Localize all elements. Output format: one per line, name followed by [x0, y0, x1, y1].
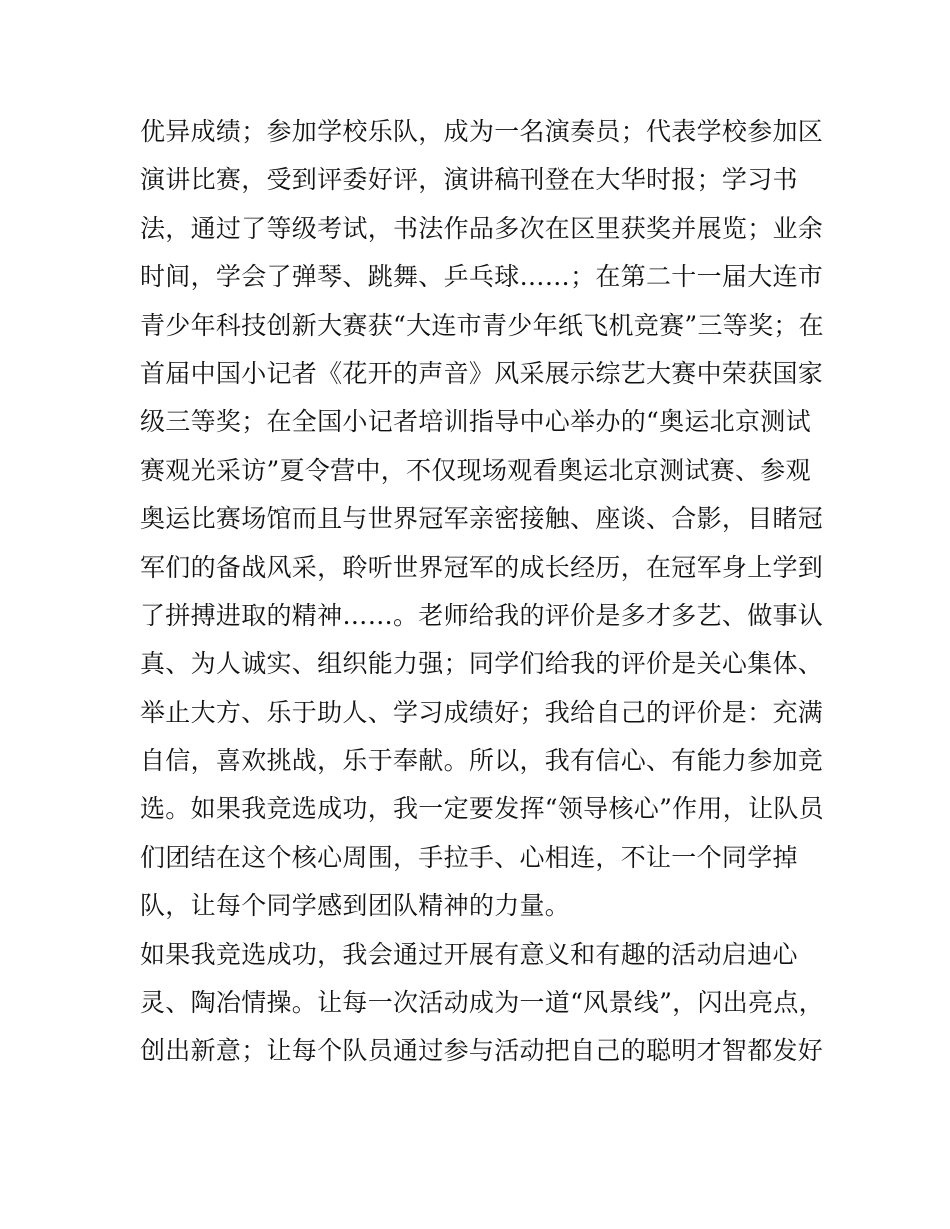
text-line: 法，通过了等级考试，书法作品多次在区里获奖并展览；业余 — [140, 213, 824, 243]
text-line: 们团结在这个核心周围，手拉手、心相连，不让一个同学掉 — [140, 842, 798, 872]
text-line: 级三等奖；在全国小记者培训指导中心举办的“奥运北京测试 — [140, 407, 811, 437]
body-text — [140, 108, 830, 1076]
text-line: 自信，喜欢挑战，乐于奉献。所以，我有信心、有能力参加竞 — [140, 746, 824, 776]
text-line: 优异成绩；参加学校乐队，成为一名演奏员；代表学校参加区 — [140, 117, 824, 146]
text-line: 赛观光采访”夏令营中，不仅现场观看奥运北京测试赛、参观 — [140, 455, 811, 485]
text-line: 奥运比赛场馆而且与世界冠军亲密接触、座谈、合影，目睹冠 — [140, 504, 824, 534]
text-line: 了拼搏进取的精神……。老师给我的评价是多才多艺、做事认 — [140, 600, 824, 630]
text-line: 时间，学会了弹琴、跳舞、乒乓球……；在第二十一届大连市 — [140, 262, 824, 292]
text-line: 举止大方、乐于助人、学习成绩好；我给自己的评价是：充满 — [140, 697, 824, 727]
text-line: 创出新意；让每个队员通过参与活动把自己的聪明才智都发好 — [140, 1036, 824, 1066]
text-line: 军们的备战风采，聆听世界冠军的成长经历，在冠军身上学到 — [140, 552, 824, 582]
text-line: 如果我竞选成功，我会通过开展有意义和有趣的活动启迪心 — [140, 939, 798, 969]
text-line: 青少年科技创新大赛获“大连市青少年纸飞机竞赛”三等奖；在 — [140, 310, 824, 340]
text-line: 真、为人诚实、组织能力强；同学们给我的评价是关心集体、 — [140, 649, 824, 679]
text-line: 演讲比赛，受到评委好评，演讲稿刊登在大华时报；学习书 — [140, 165, 798, 195]
text-line: 队，让每个同学感到团队精神的力量。 — [140, 891, 571, 921]
text-line: 灵、陶冶情操。让每一次活动成为一道“风景线”，闪出亮点， — [140, 988, 824, 1018]
text-line: 首届中国小记者《花开的声音》风采展示综艺大赛中荣获国家 — [140, 358, 824, 388]
text-line: 选。如果我竞选成功，我一定要发挥“领导核心”作用，让队员 — [140, 794, 824, 824]
